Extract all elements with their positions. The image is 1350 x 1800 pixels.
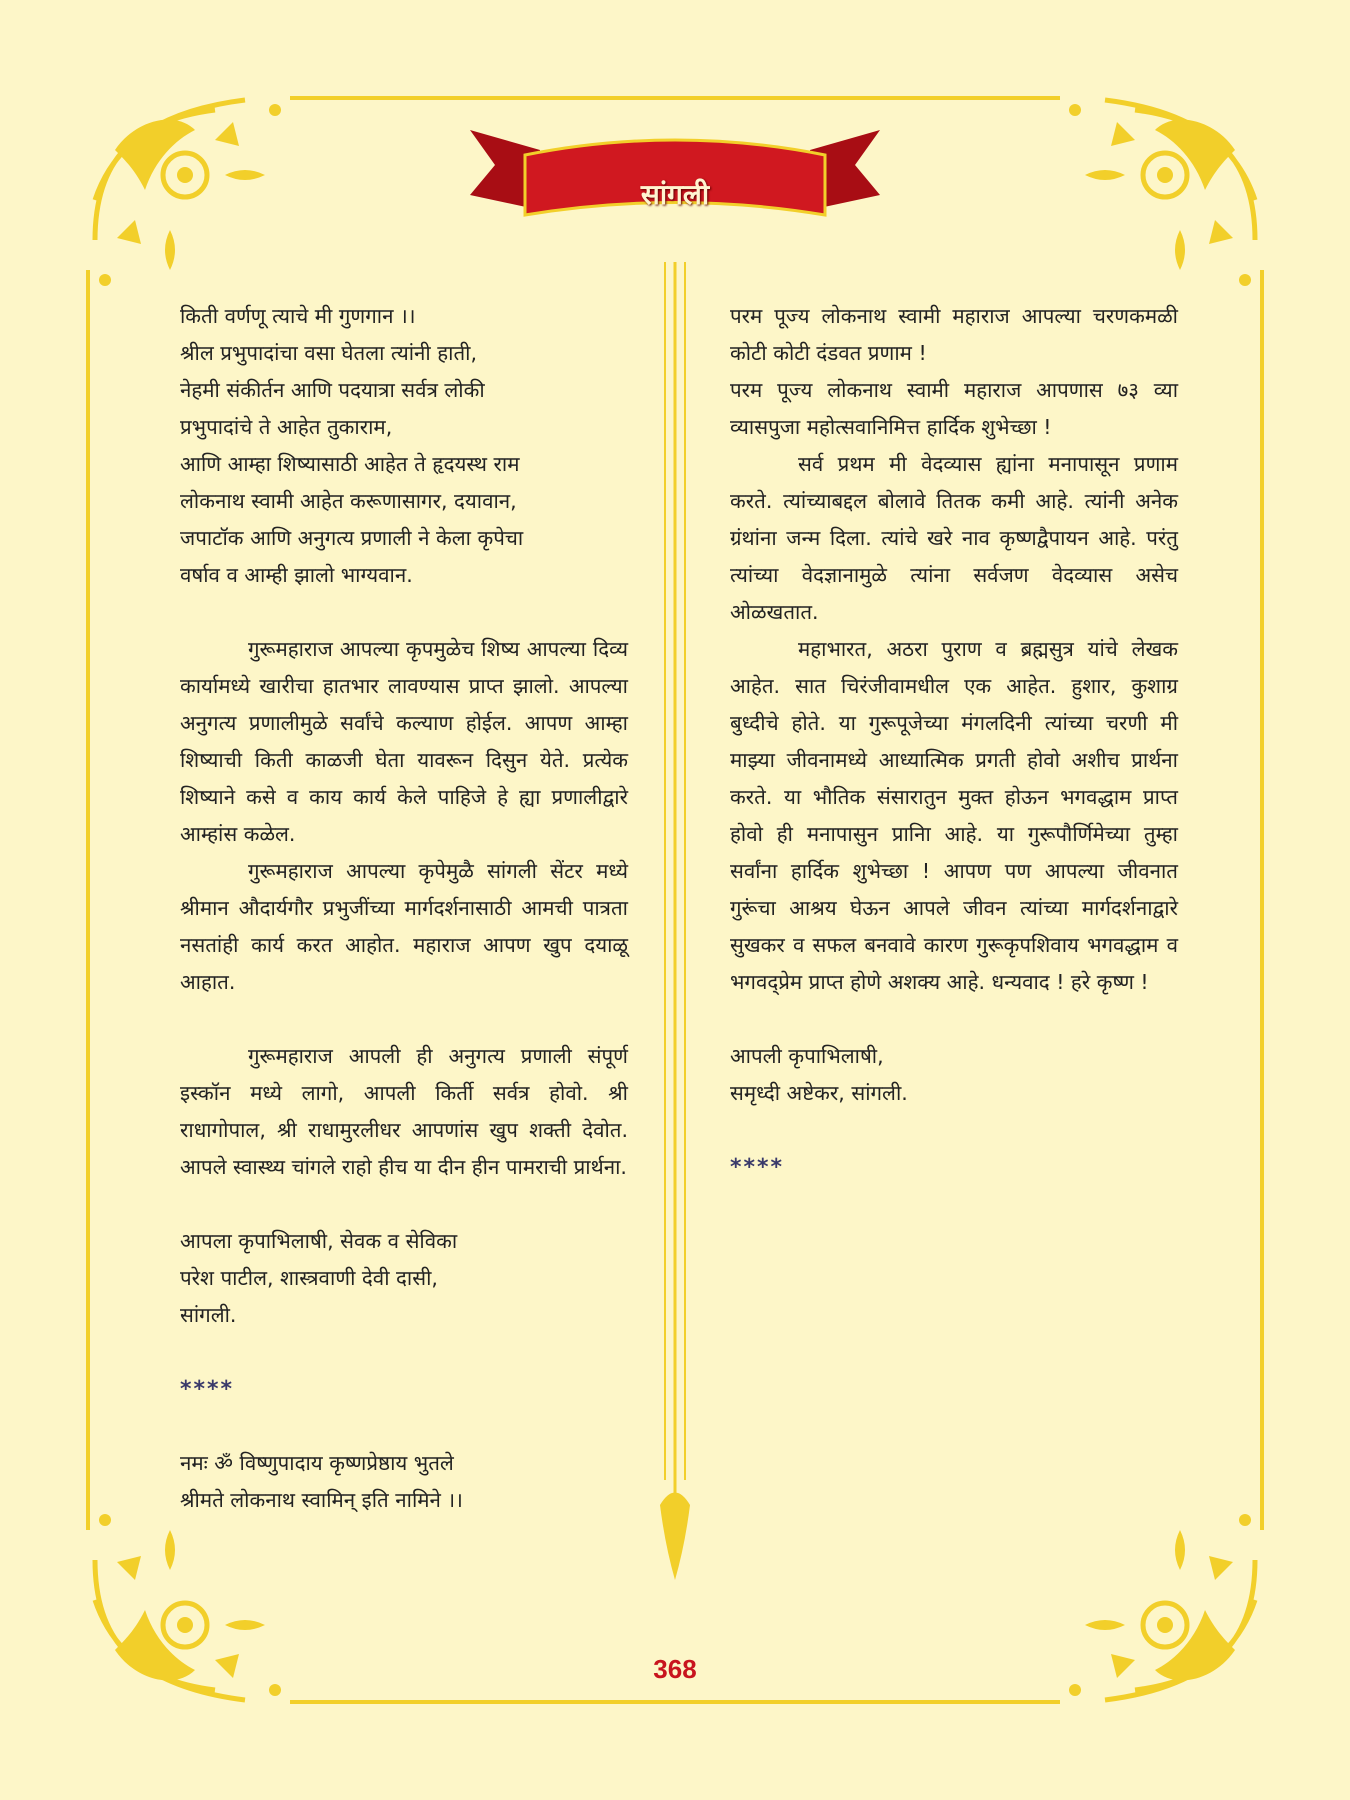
- right-column: [730, 298, 1178, 1186]
- verse-line: नमः ॐ विष्णुपादाय कृष्णप्रेष्ठाय भुतले: [180, 1451, 454, 1475]
- signature-line: परेश पाटील, शास्त्रवाणी देवी दासी,: [180, 1266, 438, 1290]
- paragraph: महाभारत, अठरा पुराण व ब्रह्मसुत्र यांचे लेखक आहेत. सात चिरंजीवामधील एक आहेत. हुशार, कुशाग्र बुध्दीचे होते. या गुरूपूजेच्या मंगलदिनी त्यांच्या चरणी मी माझ्या जीवनामध्ये आध्यात्मिक प्रगती होवो अशीच प्रार्थना करते. या भौतिक संसारातुन मुक्त होऊन भगवद्धाम प्राप्त होवो ही मनापासुन प्रानिा आहे. या गुरूपौर्णिमेच्या तुम्हा सर्वांना हार्दिक शुभेच्छा ! आपण पण आपल्या जीवनात गुरूंचा आश्रय घेऊन आपले जीवन त्यांच्या मार्गदर्शनाद्वारे सुखकर व सफल बनवावे कारण गुरूकृपशिवाय भगवद्धाम व भगवद्प्रेम प्राप्त होणे अशक्य आहे. धन्यवाद ! हरे कृष्ण !: [730, 637, 1178, 994]
- paragraph: परम पूज्य लोकनाथ स्वामी महाराज आपणास ७३ व्या व्यासपुजा महोत्सवानिमित्त हार्दिक शुभेच्छा !: [730, 378, 1178, 439]
- signature-line: आपला कृपाभिलाषी, सेवक व सेविका: [180, 1229, 458, 1253]
- verse-line: श्रीमते लोकनाथ स्वामिन् इति नामिने ।।: [180, 1488, 463, 1512]
- poem-line: लोकनाथ स्वामी आहेत करूणासागर, दयावान,: [180, 489, 517, 513]
- signature-line: समृध्दी अष्टेकर, सांगली.: [730, 1081, 908, 1105]
- poem-line: जपाटॉक आणि अनुगत्य प्रणाली ने केला कृपेचा: [180, 526, 524, 550]
- separator-stars: ****: [730, 1155, 785, 1180]
- poem-line: प्रभुपादांचे ते आहेत तुकाराम,: [180, 415, 393, 439]
- poem-line: श्रील प्रभुपादांचा वसा घेतला त्यांनी हाती,: [180, 341, 477, 365]
- page-number: 368: [653, 1654, 697, 1684]
- poem-line: किती वर्णणू त्याचे मी गुणगान ।।: [180, 304, 416, 328]
- paragraph: गुरूमहाराज आपल्या कृपमुळेच शिष्य आपल्या दिव्य कार्यामध्ये खारीचा हातभार लावण्यास प्राप्त झालो. आपल्या अनुगत्य प्रणालीमुळे सर्वांचे कल्याण होईल. आपण आम्हा शिष्याची किती काळजी घेता यावरून दिसुन येते. प्रत्येक शिष्याने कसे व काय कार्य केले पाहिजे हे ह्या प्रणालीद्वारे आम्हांस कळेल.: [180, 637, 628, 846]
- poem-line: वर्षाव व आम्ही झालो भाग्यवान.: [180, 563, 413, 587]
- page-title: सांगली: [640, 178, 710, 211]
- paragraph: सर्व प्रथम मी वेदव्यास ह्यांना मनापासून प्रणाम करते. त्यांच्याबद्दल बोलावे तितक कमी आहे. त्यांनी अनेक ग्रंथांना जन्म दिला. त्यांचे खरे नाव कृष्णद्वैपायन आहे. परंतु त्यांच्या वेदज्ञानामुळे त्यांना सर्वजण वेदव्यास असेच ओळखतात.: [730, 452, 1178, 624]
- left-column: [180, 298, 628, 1519]
- signature-line: आपली कृपाभिलाषी,: [730, 1044, 884, 1068]
- paragraph: गुरूमहाराज आपली ही अनुगत्य प्रणाली संपूर्ण इस्कॉन मध्ये लागो, आपली किर्ती सर्वत्र होवो. श्री राधागोपाल, श्री राधामुरलीधर आपणांस खुप शक्ती देवोत. आपले स्वास्थ्य चांगले राहो हीच या दीन हीन पामराची प्रार्थना.: [180, 1044, 628, 1179]
- paragraph: परम पूज्य लोकनाथ स्वामी महाराज आपल्या चरणकमळी कोटी कोटी दंडवत प्रणाम !: [730, 304, 1178, 365]
- poem-line: नेहमी संकीर्तन आणि पदयात्रा सर्वत्र लोकी: [180, 378, 485, 402]
- signature-line: सांगली.: [180, 1303, 237, 1327]
- paragraph: गुरूमहाराज आपल्या कृपेमुळै सांगली सेंटर मध्ये श्रीमान औदार्यगौर प्रभुजींच्या मार्गदर्शनासाठी आमची पात्रता नसतांही कार्य करत आहोत. महाराज आपण खुप दयाळू आहात.: [180, 859, 628, 994]
- separator-stars: ****: [180, 1377, 235, 1402]
- poem-line: आणि आम्हा शिष्यासाठी आहेत ते हृदयस्थ राम: [180, 452, 520, 476]
